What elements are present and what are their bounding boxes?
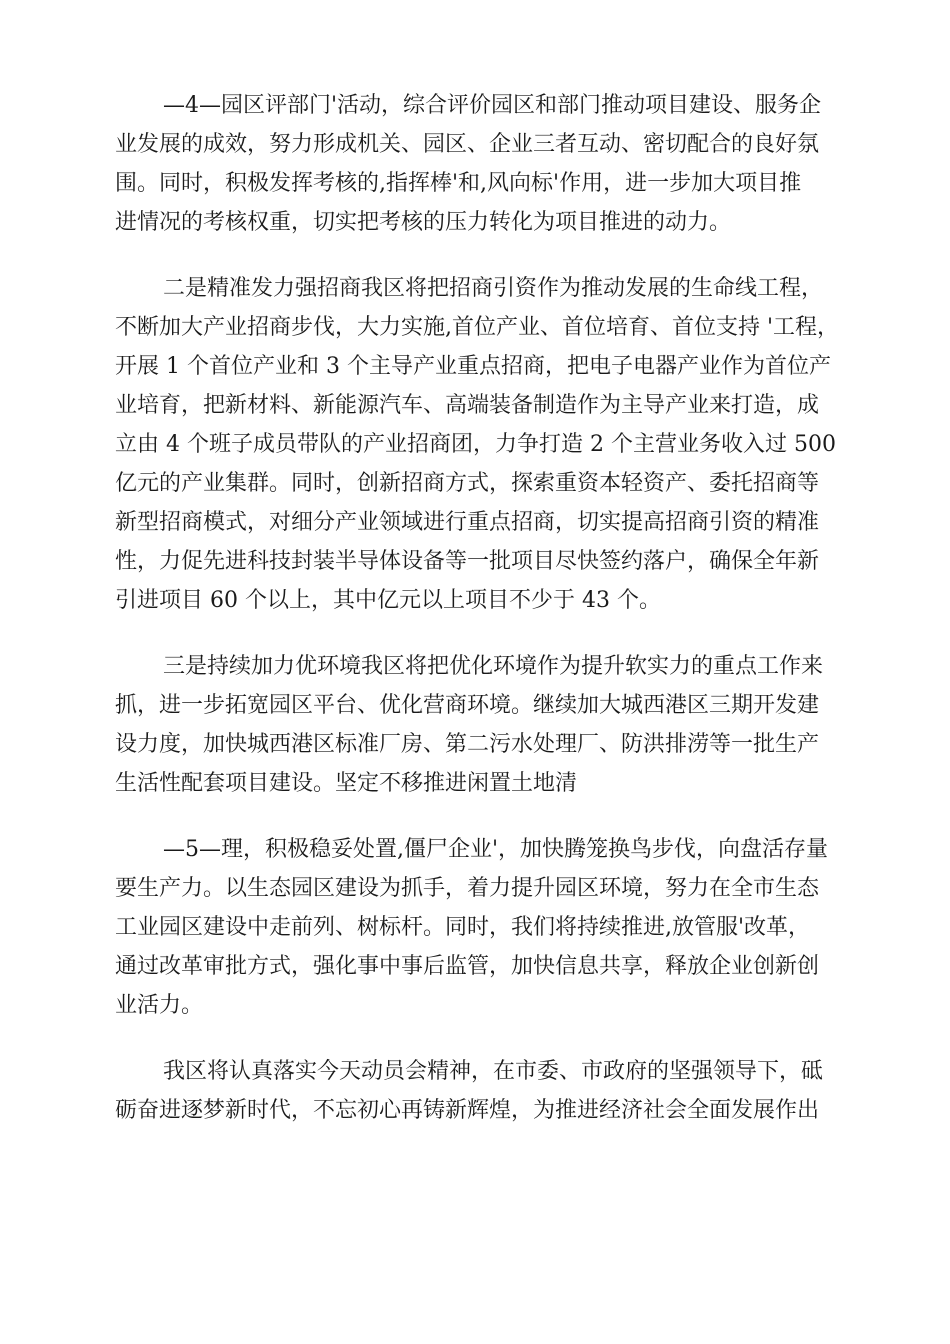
- paragraph-2: [115, 269, 840, 620]
- text-line: 砺奋进逐梦新时代，不忘初心再铸新辉煌，为推进经济社会全面发展作出: [115, 1098, 820, 1123]
- paragraph-4: [115, 830, 840, 1025]
- text-line: 三是持续加力优环境我区将把优化环境作为提升软实力的重点工作来: [163, 654, 824, 679]
- text-line: 业活力。: [115, 993, 204, 1018]
- paragraph-gap: [115, 1025, 840, 1052]
- paragraph-3: [115, 647, 840, 803]
- document-body: [115, 86, 840, 1130]
- text-line: 亿元的产业集群。同时，创新招商方式，探索重资本轻资产、委托招商等: [115, 471, 820, 496]
- paragraph-gap: [115, 620, 840, 647]
- text-line: 要生产力。以生态园区建设为抓手，着力提升园区环境，努力在全市生态: [115, 876, 820, 901]
- text-line: 引进项目 60 个以上，其中亿元以上项目不少于 43 个。: [115, 588, 661, 613]
- text-line: 二是精准发力强招商我区将把招商引资作为推动发展的生命线工程，: [163, 276, 824, 301]
- text-line: 通过改革审批方式，强化事中事后监管，加快信息共享，释放企业创新创: [115, 954, 820, 979]
- text-line: 围。同时，积极发挥考核的,指挥棒'和,风向标'作用，进一步加大项目推: [115, 171, 802, 196]
- text-line: 业培育，把新材料、新能源汽车、高端装备制造作为主导产业来打造，成: [115, 393, 820, 418]
- text-line: 新型招商模式，对细分产业领域进行重点招商，切实提高招商引资的精准: [115, 510, 820, 535]
- paragraph-1: [115, 86, 840, 242]
- text-line: 我区将认真落实今天动员会精神，在市委、市政府的坚强领导下，砥: [163, 1059, 824, 1084]
- text-line: 抓，进一步拓宽园区平台、优化营商环境。继续加大城西港区三期开发建: [115, 693, 820, 718]
- text-line: 生活性配套项目建设。坚定不移推进闲置土地清: [115, 771, 578, 796]
- text-line: 不断加大产业招商步伐，大力实施,首位产业、首位培育、首位支持 '工程，: [115, 315, 840, 340]
- text-line: —4—园区评部门'活动，综合评价园区和部门推动项目建设、服务企: [163, 93, 822, 118]
- text-line: 立由 4 个班子成员带队的产业招商团，力争打造 2 个主营业务收入过 500: [115, 432, 836, 457]
- paragraph-gap: [115, 242, 840, 269]
- text-line: 工业园区建设中走前列、树标杆。同时，我们将持续推进,放管服'改革，: [115, 915, 811, 940]
- text-line: 设力度，加快城西港区标准厂房、第二污水处理厂、防洪排涝等一批生产: [115, 732, 820, 757]
- text-line: 进情况的考核权重，切实把考核的压力转化为项目推进的动力。: [115, 210, 732, 235]
- paragraph-gap: [115, 803, 840, 830]
- text-line: 性，力促先进科技封装半导体设备等一批项目尽快签约落户，确保全年新: [115, 549, 820, 574]
- text-line: 业发展的成效，努力形成机关、园区、企业三者互动、密切配合的良好氛: [115, 132, 820, 157]
- text-line: 开展 1 个首位产业和 3 个主导产业重点招商，把电子电器产业作为首位产: [115, 354, 831, 379]
- paragraph-5: [115, 1052, 840, 1130]
- text-line: —5—理，积极稳妥处置,僵尸企业'，加快腾笼换鸟步伐，向盘活存量: [163, 837, 829, 862]
